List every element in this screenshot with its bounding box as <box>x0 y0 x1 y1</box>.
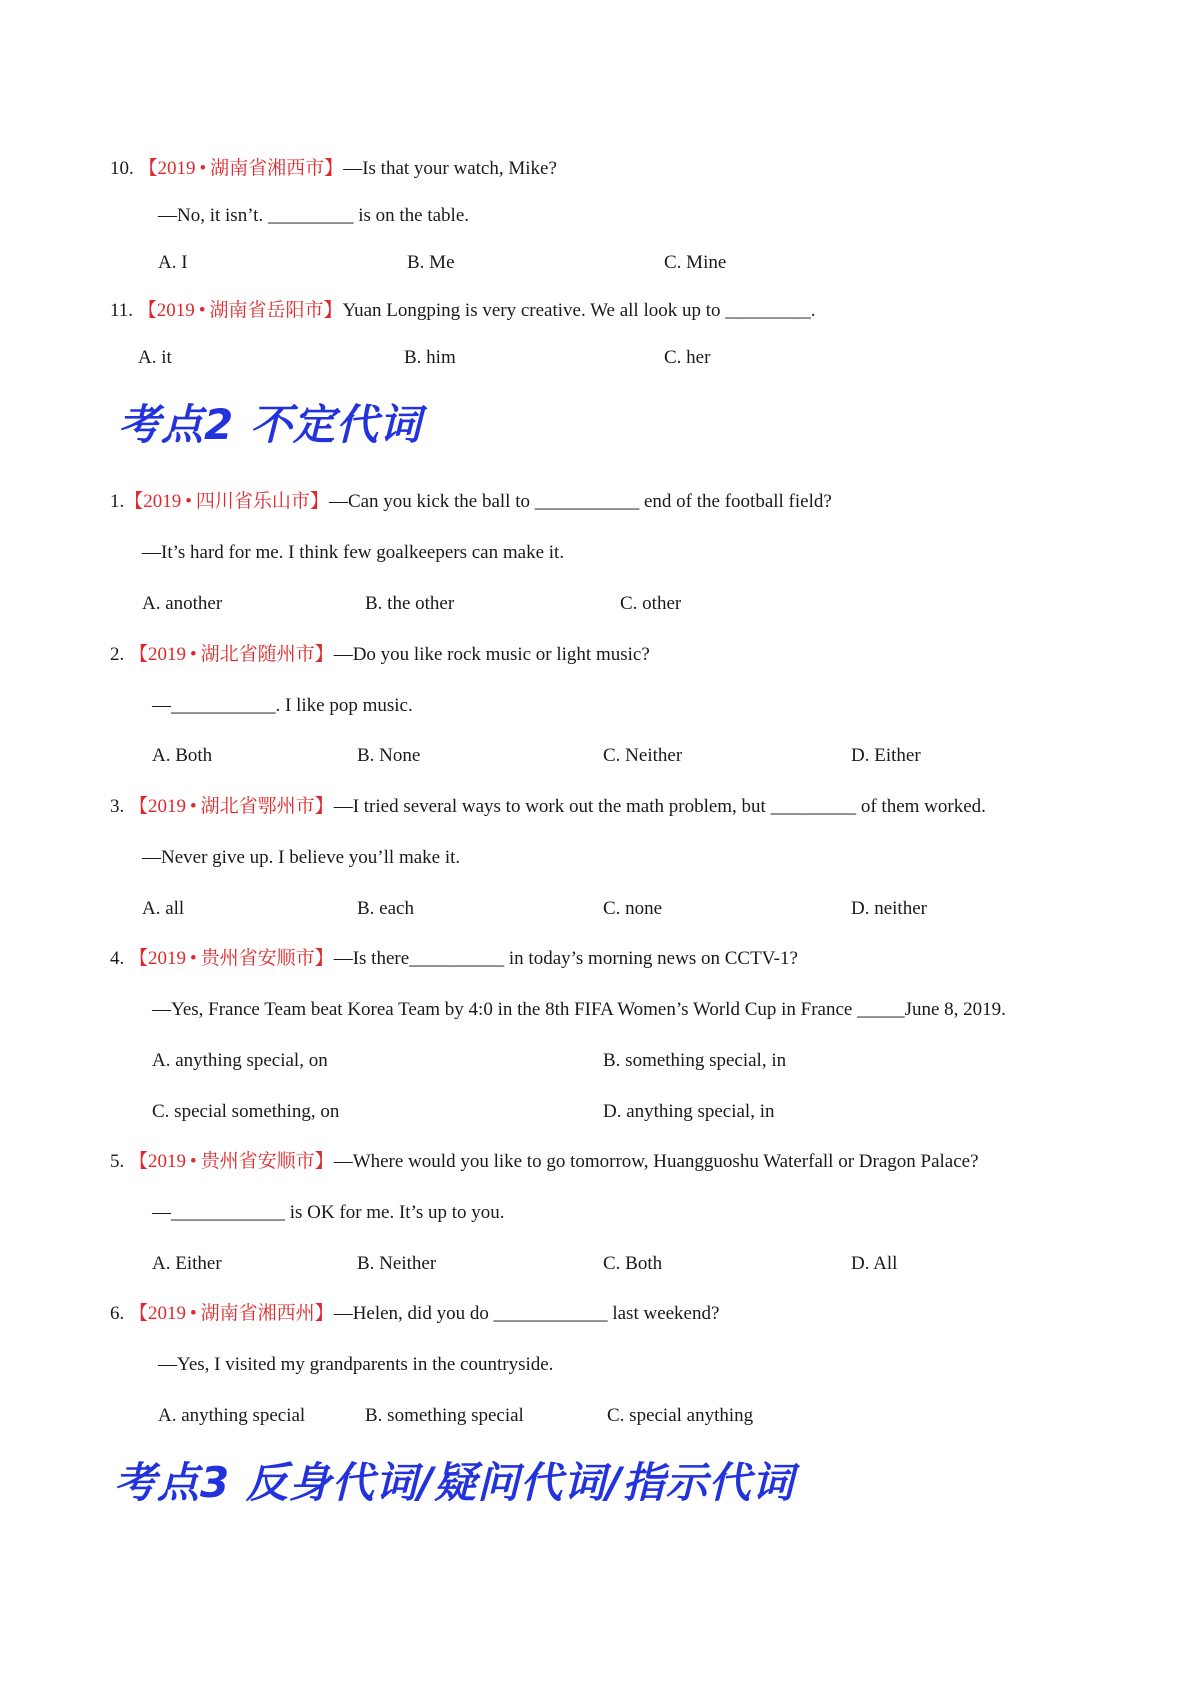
option-c: C. other <box>620 593 682 614</box>
option-c: C. special something, on <box>152 1101 340 1122</box>
question-2 <box>110 643 650 667</box>
question-5 <box>110 1150 979 1174</box>
question-source: 【2019 • 贵州省安顺市】 <box>129 1151 334 1172</box>
question-3 <box>110 795 986 819</box>
question-number: 10. <box>110 158 134 179</box>
question-reply: —Yes, I visited my grandparents in the countryside. <box>158 1354 554 1375</box>
question-stem: —I tried several ways to work out the math problem, but _________ of them worked. <box>333 796 986 817</box>
option-a: A. Either <box>152 1253 222 1274</box>
question-source: 【2019 • 湖北省随州市】 <box>129 644 334 665</box>
question-6 <box>110 1302 719 1326</box>
question-stem: —Can you kick the ball to ___________ end of the football field? <box>328 491 832 512</box>
question-source: 【2019 • 湖南省湘西市】 <box>138 158 344 179</box>
question-source: 【2019 • 四川省乐山市】 <box>124 491 329 512</box>
question-number: 5. <box>110 1151 125 1172</box>
question-reply: —____________ is OK for me. It’s up to you. <box>152 1202 505 1223</box>
question-number: 6. <box>110 1303 125 1324</box>
section-heading-3: 考点3 反身代词/疑问代词/指示代词 <box>114 1458 795 1507</box>
question-source: 【2019 • 湖北省鄂州市】 <box>129 796 334 817</box>
question-source: 【2019 • 贵州省安顺市】 <box>129 948 334 969</box>
question-number: 2. <box>110 644 125 665</box>
option-a: A. anything special <box>158 1405 306 1426</box>
option-b: B. Neither <box>357 1253 437 1274</box>
option-a: A. Both <box>152 745 213 766</box>
option-d: D. anything special, in <box>603 1101 775 1122</box>
option-b: B. Me <box>407 252 455 273</box>
question-stem: —Is that your watch, Mike? <box>343 158 557 179</box>
question-reply: —___________. I like pop music. <box>152 695 413 716</box>
option-a: A. anything special, on <box>152 1050 328 1071</box>
option-d: D. All <box>851 1253 898 1274</box>
option-b: B. the other <box>365 593 455 614</box>
option-b: B. None <box>357 745 421 766</box>
option-a: A. all <box>142 898 185 919</box>
option-c: C. Both <box>603 1253 663 1274</box>
question-source: 【2019 • 湖南省岳阳市】 <box>137 300 343 321</box>
option-c: C. none <box>603 898 663 919</box>
option-d: D. Either <box>851 745 921 766</box>
question-reply: —Yes, France Team beat Korea Team by 4:0 in the 8th FIFA Women’s World Cup in France _____June 8, 2019. <box>152 999 1006 1020</box>
section-heading-2: 考点2 不定代词 <box>118 400 422 449</box>
option-b: B. something special, in <box>603 1050 787 1071</box>
question-number: 4. <box>110 948 125 969</box>
question-stem: —Helen, did you do ____________ last weekend? <box>333 1303 720 1324</box>
option-c: C. Neither <box>603 745 683 766</box>
question-stem: —Do you like rock music or light music? <box>333 644 650 665</box>
question-11 <box>110 299 816 323</box>
option-b: B. him <box>404 347 456 368</box>
option-b: B. each <box>357 898 414 919</box>
question-1 <box>110 490 832 514</box>
question-10 <box>110 157 557 181</box>
question-reply: —No, it isn’t. _________ is on the table. <box>158 205 470 226</box>
question-stem: —Is there__________ in today’s morning news on CCTV-1? <box>333 948 798 969</box>
option-c: C. Mine <box>664 252 727 273</box>
option-c: C. her <box>664 347 711 368</box>
option-a: A. it <box>138 347 172 368</box>
question-stem: Yuan Longping is very creative. We all look up to _________. <box>342 300 816 321</box>
question-number: 11. <box>110 300 134 321</box>
question-stem: —Where would you like to go tomorrow, Huangguoshu Waterfall or Dragon Palace? <box>333 1151 979 1172</box>
question-reply: —Never give up. I believe you’ll make it. <box>142 847 461 868</box>
option-b: B. something special <box>365 1405 524 1426</box>
option-a: A. another <box>142 593 223 614</box>
question-source: 【2019 • 湖南省湘西州】 <box>129 1303 334 1324</box>
question-number: 3. <box>110 796 125 817</box>
question-reply: —It’s hard for me. I think few goalkeepers can make it. <box>142 542 565 563</box>
question-number: 1. <box>110 491 125 512</box>
option-d: D. neither <box>851 898 927 919</box>
option-a: A. I <box>158 252 188 273</box>
option-c: C. special anything <box>607 1405 754 1426</box>
question-4 <box>110 947 798 971</box>
